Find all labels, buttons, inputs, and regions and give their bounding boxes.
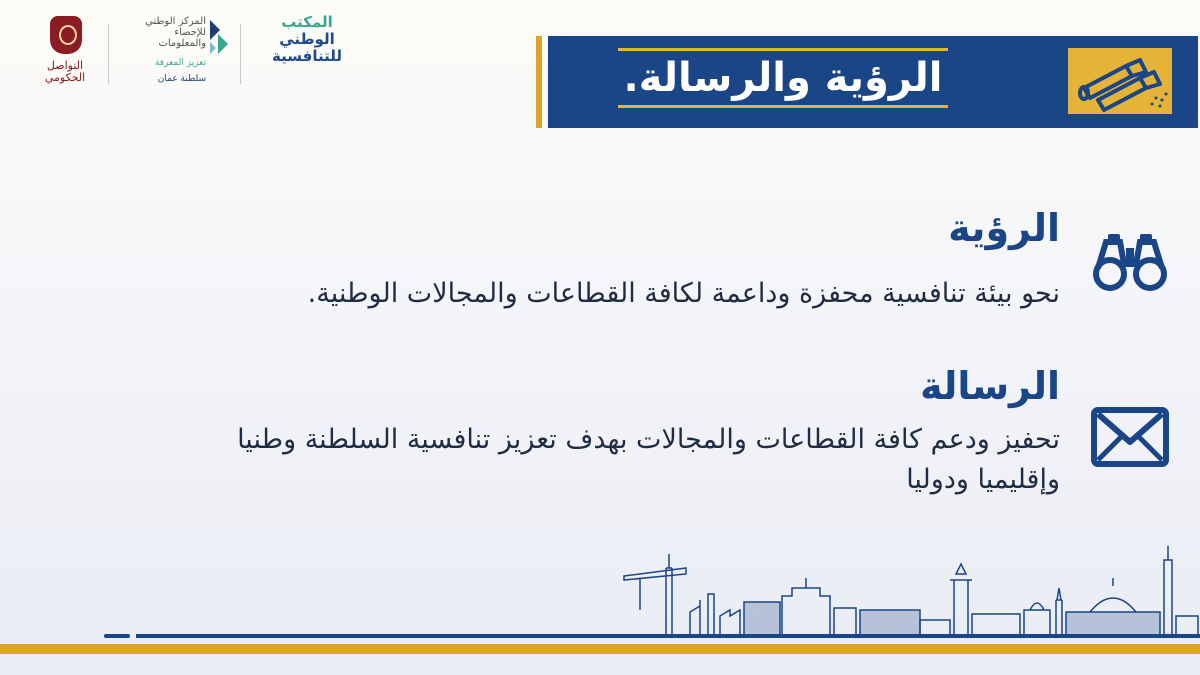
telescope-icon	[1068, 48, 1172, 114]
city-skyline-illustration	[620, 540, 1200, 636]
mission-text: تحفيز ودعم كافة القطاعات والمجالات بهدف تعزيز تنافسية السلطنة وطنيا وإقليميا ودوليا	[237, 424, 1060, 495]
ncsi-mark-icon	[208, 20, 230, 58]
ncsi-logo-tagline: تعزيز المعرفة	[154, 58, 206, 68]
vision-text: نحو بيئة تنافسية محفزة وداعمة لكافة القطاعات والمجالات الوطنية.	[307, 278, 1060, 309]
binoculars-icon	[1090, 228, 1170, 298]
ncsi-logo	[120, 16, 230, 90]
banner-accent-bar	[536, 36, 542, 128]
header-logos	[30, 14, 380, 94]
nco-logo-line3: للتنافسية	[272, 47, 342, 65]
nco-logo	[252, 14, 362, 65]
envelope-icon	[1090, 402, 1170, 472]
logo-divider	[108, 24, 109, 84]
ncsi-logo-name: المركز الوطني للإحصاء والمعلومات	[145, 16, 206, 49]
oman-crest-icon	[50, 16, 82, 54]
page-title: الرؤية والرسالة.	[618, 48, 948, 108]
nco-logo-line2: الوطني	[279, 30, 335, 48]
footer-accent-line	[104, 634, 130, 638]
ncsi-logo-country: سلطنة عمان	[157, 74, 206, 84]
logo-divider	[240, 24, 241, 84]
footer-gold-band	[0, 644, 1200, 654]
government-communication-logo	[30, 14, 100, 92]
gov-comm-logo-text: التواصل الحكومي	[44, 59, 86, 84]
mission-heading: الرسالة	[920, 364, 1060, 408]
footer-blue-line	[136, 634, 1200, 638]
vision-heading: الرؤية	[948, 206, 1060, 250]
nco-logo-line1: المكتب	[281, 13, 333, 31]
banner-icon-box	[1068, 48, 1172, 114]
